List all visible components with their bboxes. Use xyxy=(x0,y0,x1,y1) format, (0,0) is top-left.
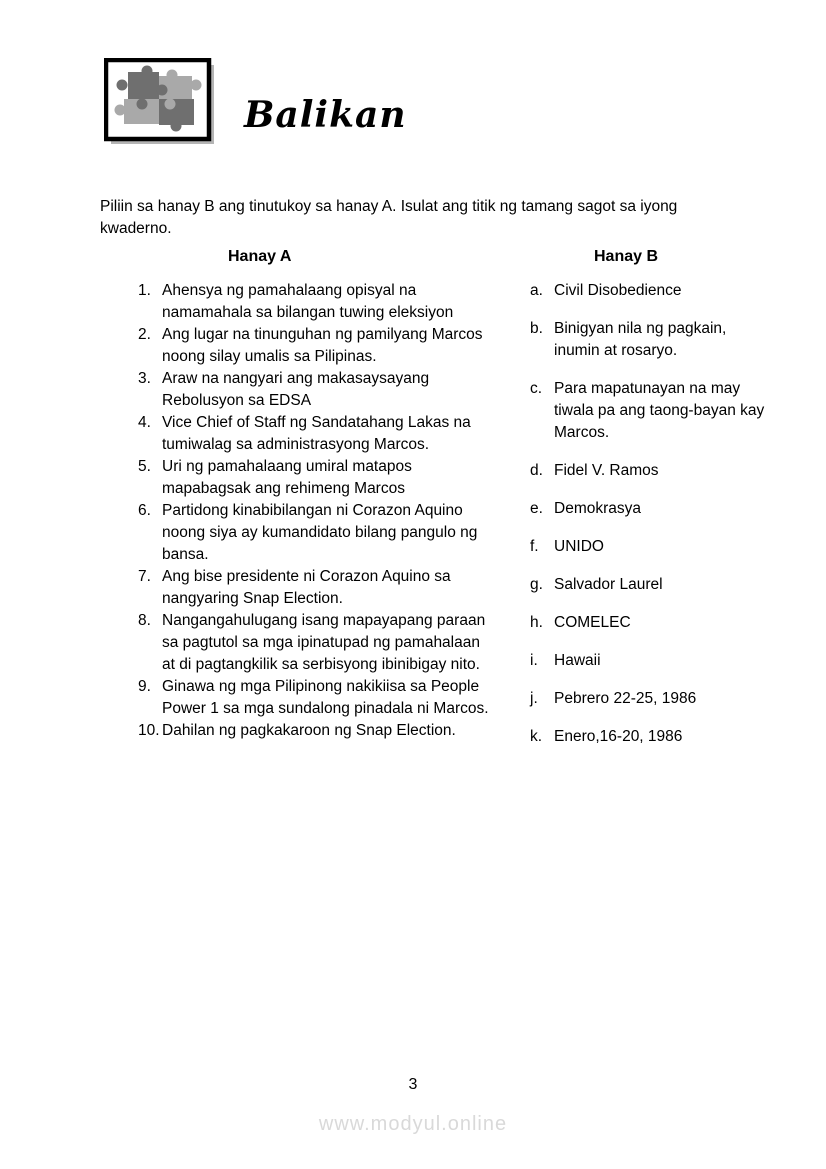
item-letter: k. xyxy=(530,728,543,745)
column-a-heading: Hanay A xyxy=(228,248,292,265)
list-item-b-a xyxy=(530,280,770,302)
item-text: Ginawa ng mga Pilipinong nakikiisa sa People Power 1 sa mga sundalong pinadala ni Marcos. xyxy=(162,678,489,717)
list-item-b-j xyxy=(530,688,770,710)
item-letter: j. xyxy=(530,690,538,707)
instructions-text: Piliin sa hanay B ang tinutukoy sa hanay A. Isulat ang titik ng tamang sagot sa iyong kwaderno. xyxy=(100,198,678,237)
list-item-a9 xyxy=(138,676,490,720)
item-text: Ang bise presidente ni Corazon Aquino sa nangyaring Snap Election. xyxy=(162,568,451,607)
item-text: Pebrero 22-25, 1986 xyxy=(554,690,697,707)
item-letter: b. xyxy=(530,320,543,337)
item-number: 3. xyxy=(138,370,151,387)
item-text: UNIDO xyxy=(554,538,604,555)
item-number: 2. xyxy=(138,326,151,343)
item-letter: f. xyxy=(530,538,539,555)
item-letter: e. xyxy=(530,500,543,517)
column-b-list xyxy=(530,280,770,764)
item-text: Salvador Laurel xyxy=(554,576,663,593)
list-item-b-c xyxy=(530,378,770,444)
item-text: Enero,16-20, 1986 xyxy=(554,728,683,745)
item-text: Demokrasya xyxy=(554,500,641,517)
item-letter: g. xyxy=(530,576,543,593)
list-item-b-g xyxy=(530,574,770,596)
item-number: 10. xyxy=(138,722,160,739)
puzzle-icon xyxy=(104,58,216,146)
column-b-heading: Hanay B xyxy=(594,248,659,265)
list-item-b-b xyxy=(530,318,770,362)
page-number: 3 xyxy=(408,1076,418,1093)
puzzle-logo xyxy=(104,58,216,146)
item-text: Ang lugar na tinunguhan ng pamilyang Marcos noong silay umalis sa Pilipinas. xyxy=(162,326,483,365)
item-text: Vice Chief of Staff ng Sandatahang Lakas na tumiwalag sa administrasyong Marcos. xyxy=(162,414,471,453)
item-text: Civil Disobedience xyxy=(554,282,682,299)
list-item-a8 xyxy=(138,610,490,676)
item-number: 4. xyxy=(138,414,151,431)
list-item-a10 xyxy=(138,720,490,742)
item-text: Para mapatunayan na may tiwala pa ang taong-bayan kay Marcos. xyxy=(554,380,765,441)
item-number: 5. xyxy=(138,458,151,475)
item-number: 7. xyxy=(138,568,151,585)
list-item-a4 xyxy=(138,412,490,456)
list-item-a7 xyxy=(138,566,490,610)
item-letter: d. xyxy=(530,462,543,479)
list-item-b-f xyxy=(530,536,770,558)
item-number: 1. xyxy=(138,282,151,299)
item-text: Partidong kinabibilangan ni Corazon Aquino noong siya ay kumandidato bilang pangulo ng bansa. xyxy=(162,502,478,563)
item-number: 9. xyxy=(138,678,151,695)
item-text: Nangangahulugang isang mapayapang paraan sa pagtutol sa mga ipinatupad ng pamahalaan at di pagtangkilik sa serbisyong ibinibigay nito. xyxy=(162,612,486,673)
list-item-b-e xyxy=(530,498,770,520)
item-text: Dahilan ng pagkakaroon ng Snap Election. xyxy=(162,722,456,739)
list-item-b-d xyxy=(530,460,770,482)
item-letter: h. xyxy=(530,614,543,631)
list-item-b-k xyxy=(530,726,770,748)
list-item-b-h xyxy=(530,612,770,634)
list-item-a2 xyxy=(138,324,490,368)
item-text: Araw na nangyari ang makasaysayang Rebolusyon sa EDSA xyxy=(162,370,430,409)
watermark-text: www.modyul.online xyxy=(318,1113,508,1135)
item-text: COMELEC xyxy=(554,614,631,631)
list-item-a6 xyxy=(138,500,490,566)
column-a-list xyxy=(138,280,490,742)
list-item-a5 xyxy=(138,456,490,500)
list-item-b-i xyxy=(530,650,770,672)
list-item-a3 xyxy=(138,368,490,412)
section-title: Balikan xyxy=(244,94,407,136)
item-text: Fidel V. Ramos xyxy=(554,462,659,479)
item-letter: a. xyxy=(530,282,543,299)
item-text: Ahensya ng pamahalaang opisyal na namamahala sa bilangan tuwing eleksiyon xyxy=(162,282,454,321)
list-item-a1 xyxy=(138,280,490,324)
item-number: 6. xyxy=(138,502,151,519)
item-letter: c. xyxy=(530,380,543,397)
item-number: 8. xyxy=(138,612,151,629)
item-text: Hawaii xyxy=(554,652,601,669)
item-letter: i. xyxy=(530,652,538,669)
item-text: Binigyan nila ng pagkain, inumin at rosaryo. xyxy=(554,320,727,359)
item-text: Uri ng pamahalaang umiral matapos mapabagsak ang rehimeng Marcos xyxy=(162,458,412,497)
